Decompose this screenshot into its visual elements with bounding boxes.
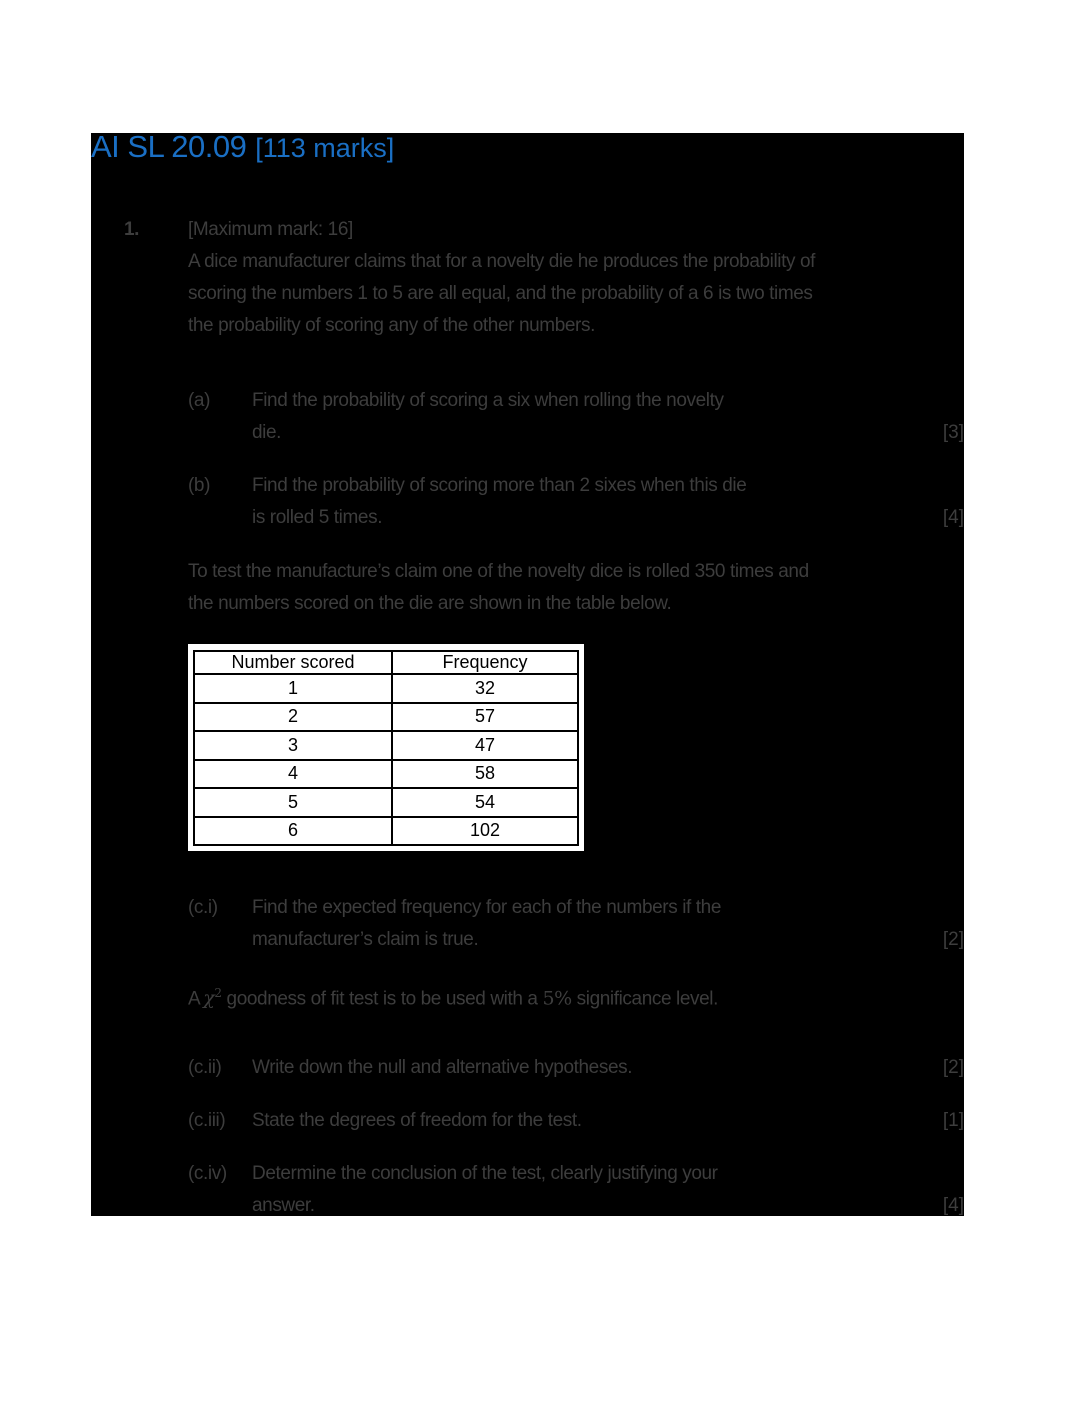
- part-c-iv-text: answer.: [252, 1195, 315, 1216]
- table-cell: 2: [194, 703, 392, 732]
- part-b-marks: [4]: [942, 507, 964, 528]
- part-label-c-iii: (c.iii): [188, 1110, 226, 1131]
- part-label-a: (a): [188, 390, 211, 411]
- part-c-i-text: manufacturer’s claim is true.: [252, 929, 479, 950]
- part-c-iii-marks: [1]: [942, 1110, 964, 1131]
- test-line: To test the manufacture’s claim one of the novelty dice is rolled 350 times and: [188, 561, 809, 582]
- chi-superscript: 2: [214, 986, 222, 1000]
- chi-symbol: χ: [203, 987, 215, 1010]
- table-row: [194, 788, 578, 817]
- table-cell: 54: [392, 788, 578, 817]
- frequency-table-container: [188, 644, 584, 851]
- page-title: [91, 128, 394, 165]
- table-header-row: [194, 651, 578, 674]
- table-cell: 57: [392, 703, 578, 732]
- part-label-c-ii: (c.ii): [188, 1057, 222, 1078]
- part-c-iv-marks: [4]: [942, 1195, 964, 1216]
- part-b-text: Find the probability of scoring more than 2 sixes when this die: [252, 475, 747, 496]
- part-a-text: die.: [252, 422, 282, 443]
- chi-squared-sentence: [188, 977, 718, 1015]
- question-number: 1.: [124, 219, 140, 240]
- column-header: Number scored: [194, 651, 392, 674]
- part-c-ii-text: Write down the null and alternative hypotheses.: [252, 1057, 633, 1078]
- part-label-c-i: (c.i): [188, 897, 218, 918]
- chi-sentence-post: significance level.: [571, 988, 718, 1010]
- intro-line: the probability of scoring any of the other numbers.: [188, 315, 595, 336]
- table-cell: 32: [392, 674, 578, 703]
- part-label-b: (b): [188, 475, 211, 496]
- table-cell: 47: [392, 731, 578, 760]
- table-cell: 6: [194, 817, 392, 846]
- table-row: [194, 703, 578, 732]
- part-a-marks: [3]: [942, 422, 964, 443]
- intro-line: scoring the numbers 1 to 5 are all equal, and the probability of a 6 is two times: [188, 283, 813, 304]
- table-row: [194, 817, 578, 846]
- column-header: Frequency: [392, 651, 578, 674]
- significance-level: 5%: [542, 987, 572, 1010]
- table-cell: 5: [194, 788, 392, 817]
- part-c-i-marks: [2]: [942, 929, 964, 950]
- chi-sentence-pre: A: [188, 988, 201, 1010]
- table-cell: 1: [194, 674, 392, 703]
- test-line: the numbers scored on the die are shown in the table below.: [188, 593, 672, 614]
- max-mark: [Maximum mark: 16]: [188, 219, 353, 240]
- intro-line: A dice manufacturer claims that for a novelty die he produces the probability of: [188, 251, 816, 272]
- table-row: [194, 674, 578, 703]
- table-cell: 4: [194, 760, 392, 789]
- total-marks: [113 marks]: [255, 133, 395, 163]
- table-cell: 102: [392, 817, 578, 846]
- part-c-ii-marks: [2]: [942, 1057, 964, 1078]
- title-text: AI SL 20.09: [91, 129, 247, 164]
- part-label-c-iv: (c.iv): [188, 1163, 227, 1184]
- frequency-table: [193, 650, 579, 846]
- table-row: [194, 760, 578, 789]
- table-cell: 3: [194, 731, 392, 760]
- part-a-text: Find the probability of scoring a six when rolling the novelty: [252, 390, 724, 411]
- part-c-i-text: Find the expected frequency for each of the numbers if the: [252, 897, 721, 918]
- part-c-iii-text: State the degrees of freedom for the test.: [252, 1110, 582, 1131]
- table-cell: 58: [392, 760, 578, 789]
- table-row: [194, 731, 578, 760]
- part-b-text: is rolled 5 times.: [252, 507, 383, 528]
- part-c-iv-text: Determine the conclusion of the test, clearly justifying your: [252, 1163, 718, 1184]
- chi-sentence-mid: goodness of fit test is to be used with a: [221, 988, 543, 1010]
